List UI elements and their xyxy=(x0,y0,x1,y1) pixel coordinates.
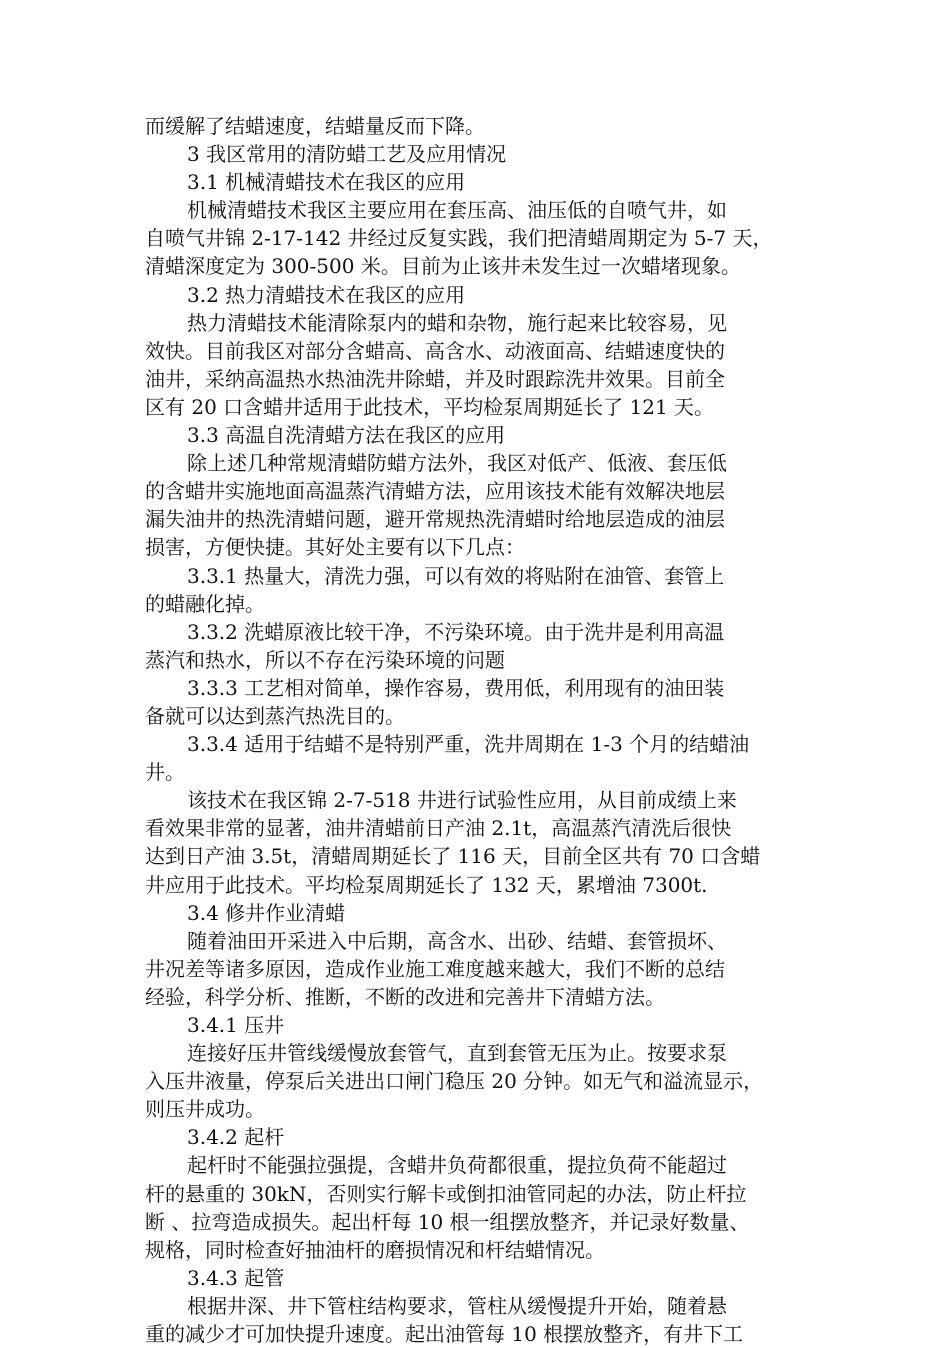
text-line: 3.3.4 适用于结蜡不是特别严重，洗井周期在 1-3 个月的结蜡油 xyxy=(187,732,750,757)
text-line: 效快。目前我区对部分含蜡高、高含水、动液面高、结蜡速度快的 xyxy=(145,338,725,363)
text-line: 除上述几种常规清蜡防蜡方法外，我区对低产、低液、套压低 xyxy=(187,451,727,476)
text-line: 该技术在我区锦 2-7-518 井进行试验性应用，从目前成绩上来 xyxy=(187,788,737,813)
text-line: 则压井成功。 xyxy=(145,1097,265,1122)
text-line: 重的减少才可加快提升速度。起出油管每 10 根摆放整齐，有井下工 xyxy=(145,1322,744,1347)
text-line: 经验，科学分析、推断，不断的改进和完善井下清蜡方法。 xyxy=(145,984,665,1009)
text-line: 3.1 机械清蜡技术在我区的应用 xyxy=(187,170,466,195)
text-line: 规格，同时检查好抽油杆的磨损情况和杆结蜡情况。 xyxy=(145,1237,605,1262)
text-line: 热力清蜡技术能清除泵内的蜡和杂物，施行起来比较容易，见 xyxy=(187,310,727,335)
text-line: 3.3.2 洗蜡原液比较干净，不污染环境。由于洗井是利用高温 xyxy=(187,619,725,644)
text-line: 3.4.2 起杆 xyxy=(187,1125,285,1150)
text-line: 蒸汽和热水，所以不存在污染环境的问题 xyxy=(145,647,505,672)
text-line: 井应用于此技术。平均检泵周期延长了 132 天，累增油 7300t. xyxy=(145,872,708,897)
text-line: 漏失油井的热洗清蜡问题，避开常规热洗清蜡时给地层造成的油层 xyxy=(145,507,725,532)
text-line: 清蜡深度定为 300-500 米。目前为止该井未发生过一次蜡堵现象。 xyxy=(145,254,741,279)
text-line: 3.2 热力清蜡技术在我区的应用 xyxy=(187,282,466,307)
text-line: 3.4.1 压井 xyxy=(187,1013,285,1037)
text-line: 机械清蜡技术我区主要应用在套压高、油压低的自喷气井，如 xyxy=(187,198,727,223)
text-line: 连接好压井管线缓慢放套管气，直到套管无压为止。按要求泵 xyxy=(187,1041,727,1066)
text-line: 随着油田开采进入中后期，高含水、出砂、结蜡、套管损坏、 xyxy=(187,928,727,953)
text-line: 起杆时不能强拉强提，含蜡井负荷都很重，提拉负荷不能超过 xyxy=(187,1153,727,1178)
text-line: 损害，方便快捷。其好处主要有以下几点： xyxy=(145,535,525,560)
text-line: 而缓解了结蜡速度，结蜡量反而下降。 xyxy=(145,114,485,138)
text-line: 3.3 高温自洗清蜡方法在我区的应用 xyxy=(187,423,506,448)
text-line: 3.3.3 工艺相对简单，操作容易，费用低，利用现有的油田装 xyxy=(187,675,725,700)
text-line: 入压井液量，停泵后关进出口闸门稳压 20 分钟。如无气和溢流显示， xyxy=(145,1069,764,1094)
text-line: 区有 20 口含蜡井适用于此技术，平均检泵周期延长了 121 天。 xyxy=(145,394,715,419)
text-line: 看效果非常的显著，油井清蜡前日产油 2.1t，高温蒸汽清洗后很快 xyxy=(145,816,732,841)
text-line: 井况差等诸多原因，造成作业施工难度越来越大，我们不断的总结 xyxy=(145,956,725,981)
text-line: 3.4 修井作业清蜡 xyxy=(187,900,346,925)
text-line: 的蜡融化掉。 xyxy=(145,591,265,616)
text-line: 3.4.3 起管 xyxy=(187,1265,285,1290)
text-line: 根据井深、井下管柱结构要求，管柱从缓慢提升开始，随着悬 xyxy=(187,1293,727,1318)
text-line: 油井，采纳高温热水热油洗井除蜡，并及时跟踪洗井效果。目前全 xyxy=(145,366,725,391)
document-body xyxy=(145,112,810,1348)
text-line: 3.3.1 热量大，清洗力强，可以有效的将贴附在油管、套管上 xyxy=(187,563,725,588)
text-line: 断 、拉弯造成损失。起出杆每 10 根一组摆放整齐，并记录好数量、 xyxy=(145,1209,750,1234)
text-line: 自喷气井锦 2-17-142 井经过反复实践，我们把清蜡周期定为 5-7 天， xyxy=(145,226,773,251)
text-line: 杆的悬重的 30kN，否则实行解卡或倒扣油管同起的办法，防止杆拉 xyxy=(145,1181,747,1206)
text-line: 3 我区常用的清防蜡工艺及应用情况 xyxy=(187,142,507,167)
text-line: 井。 xyxy=(145,760,185,785)
text-line: 备就可以达到蒸汽热洗目的。 xyxy=(145,703,405,728)
text-line: 达到日产油 3.5t，清蜡周期延长了 116 天，目前全区共有 70 口含蜡 xyxy=(145,844,761,869)
text-line: 的含蜡井实施地面高温蒸汽清蜡方法，应用该技术能有效解决地层 xyxy=(145,479,725,504)
